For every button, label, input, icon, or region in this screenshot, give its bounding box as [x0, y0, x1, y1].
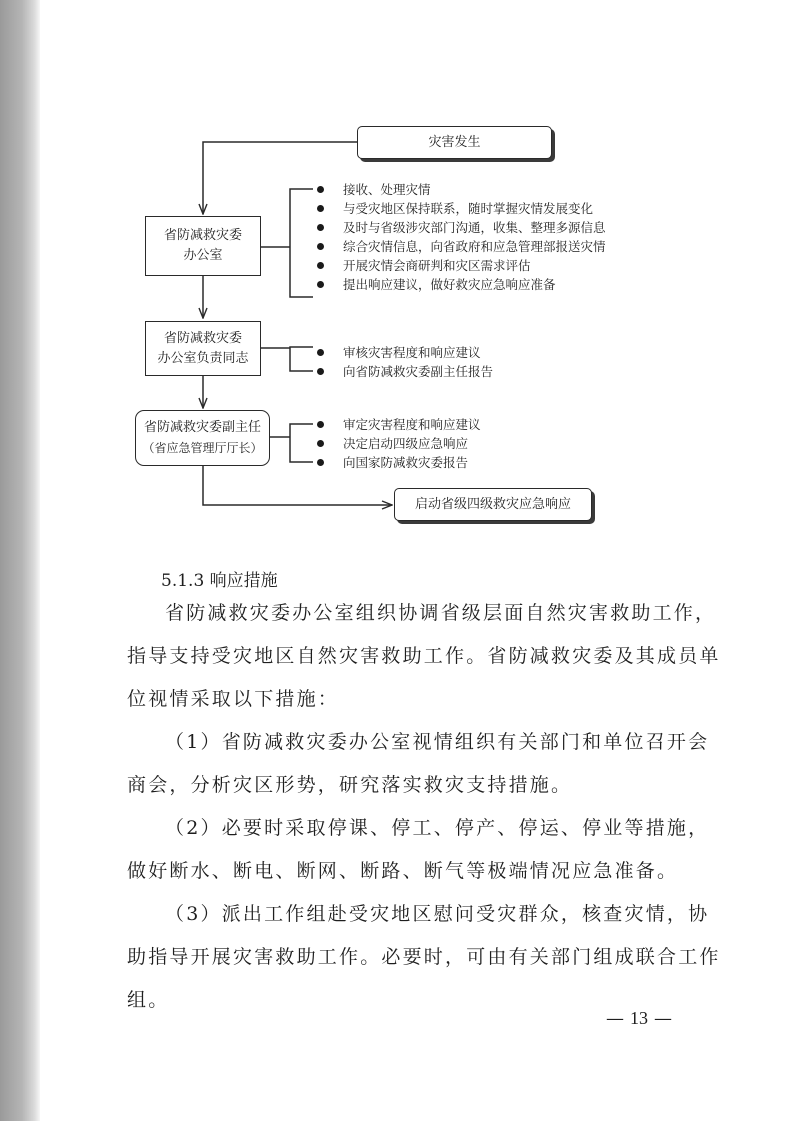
office-task: 综合灾情信息，向省政府和应急管理部报送灾情 — [317, 237, 606, 256]
office-task: 及时与省级涉灾部门沟通，收集、整理多源信息 — [317, 218, 606, 237]
office-head-task-list — [317, 343, 493, 381]
disaster-occurs-label: 灾害发生 — [428, 134, 481, 150]
office-label-line2: 办公室 — [183, 248, 223, 263]
measure-item: （3）派出工作组赴受灾地区慰问受灾群众，核查灾情，协助指导开展灾害救助工作。必要时，可由有关部门组成联合工作组。 — [127, 903, 721, 1011]
vice-director-box — [135, 410, 270, 466]
office-task: 接收、处理灾情 — [317, 180, 606, 199]
page-dash-left: — — [606, 1008, 624, 1029]
office-label-line1: 省防减救灾委 — [163, 228, 242, 243]
vice-director-label-line2: （省应急管理厅厅长） — [142, 441, 263, 455]
office-head-task: 向省防减救灾委副主任报告 — [317, 362, 493, 381]
page-number-value: 13 — [630, 1008, 648, 1028]
vice-director-task: 决定启动四级应急响应 — [317, 434, 481, 453]
office-head-task: 审核灾害程度和响应建议 — [317, 343, 493, 362]
section-heading: 5.1.3 响应措施 — [161, 571, 278, 591]
page-dash-right: — — [654, 1008, 672, 1029]
office-head-box — [145, 321, 261, 376]
vice-director-label-line1: 省防减救灾委副主任 — [143, 420, 261, 435]
office-task: 提出响应建议，做好救灾应急响应准备 — [317, 275, 606, 294]
measure-item: （2）必要时采取停课、停工、停产、停运、停业等措施，做好断水、断电、断网、断路、断气等极端情况应急准备。 — [127, 817, 710, 882]
provincial-response-box — [394, 488, 592, 521]
section-body — [127, 592, 727, 1022]
office-task: 与受灾地区保持联系，随时掌握灾情发展变化 — [317, 199, 606, 218]
page-number — [606, 1008, 672, 1029]
vice-director-task-list — [317, 415, 481, 472]
office-task: 开展灾情会商研判和灾区需求评估 — [317, 256, 606, 275]
intro-paragraph: 省防减救灾委办公室组织协调省级层面自然灾害救助工作，指导支持受灾地区自然灾害救助工作。省防减救灾委及其成员单位视情采取以下措施： — [127, 602, 721, 710]
office-head-label-line2: 办公室负责同志 — [157, 350, 249, 366]
vice-director-task: 向国家防减救灾委报告 — [317, 453, 481, 472]
measure-item: （1）省防减救灾委办公室视情组织有关部门和单位召开会商会，分析灾区形势，研究落实救灾支持措施。 — [127, 731, 710, 796]
provincial-response-label: 启动省级四级救灾应急响应 — [414, 496, 571, 512]
office-head-label-line1: 省防减救灾委 — [163, 330, 242, 346]
office-box — [145, 216, 261, 276]
disaster-occurs-box — [357, 126, 552, 159]
response-flowchart — [0, 0, 793, 540]
office-task-list — [317, 180, 606, 294]
vice-director-task: 审定灾害程度和响应建议 — [317, 415, 481, 434]
